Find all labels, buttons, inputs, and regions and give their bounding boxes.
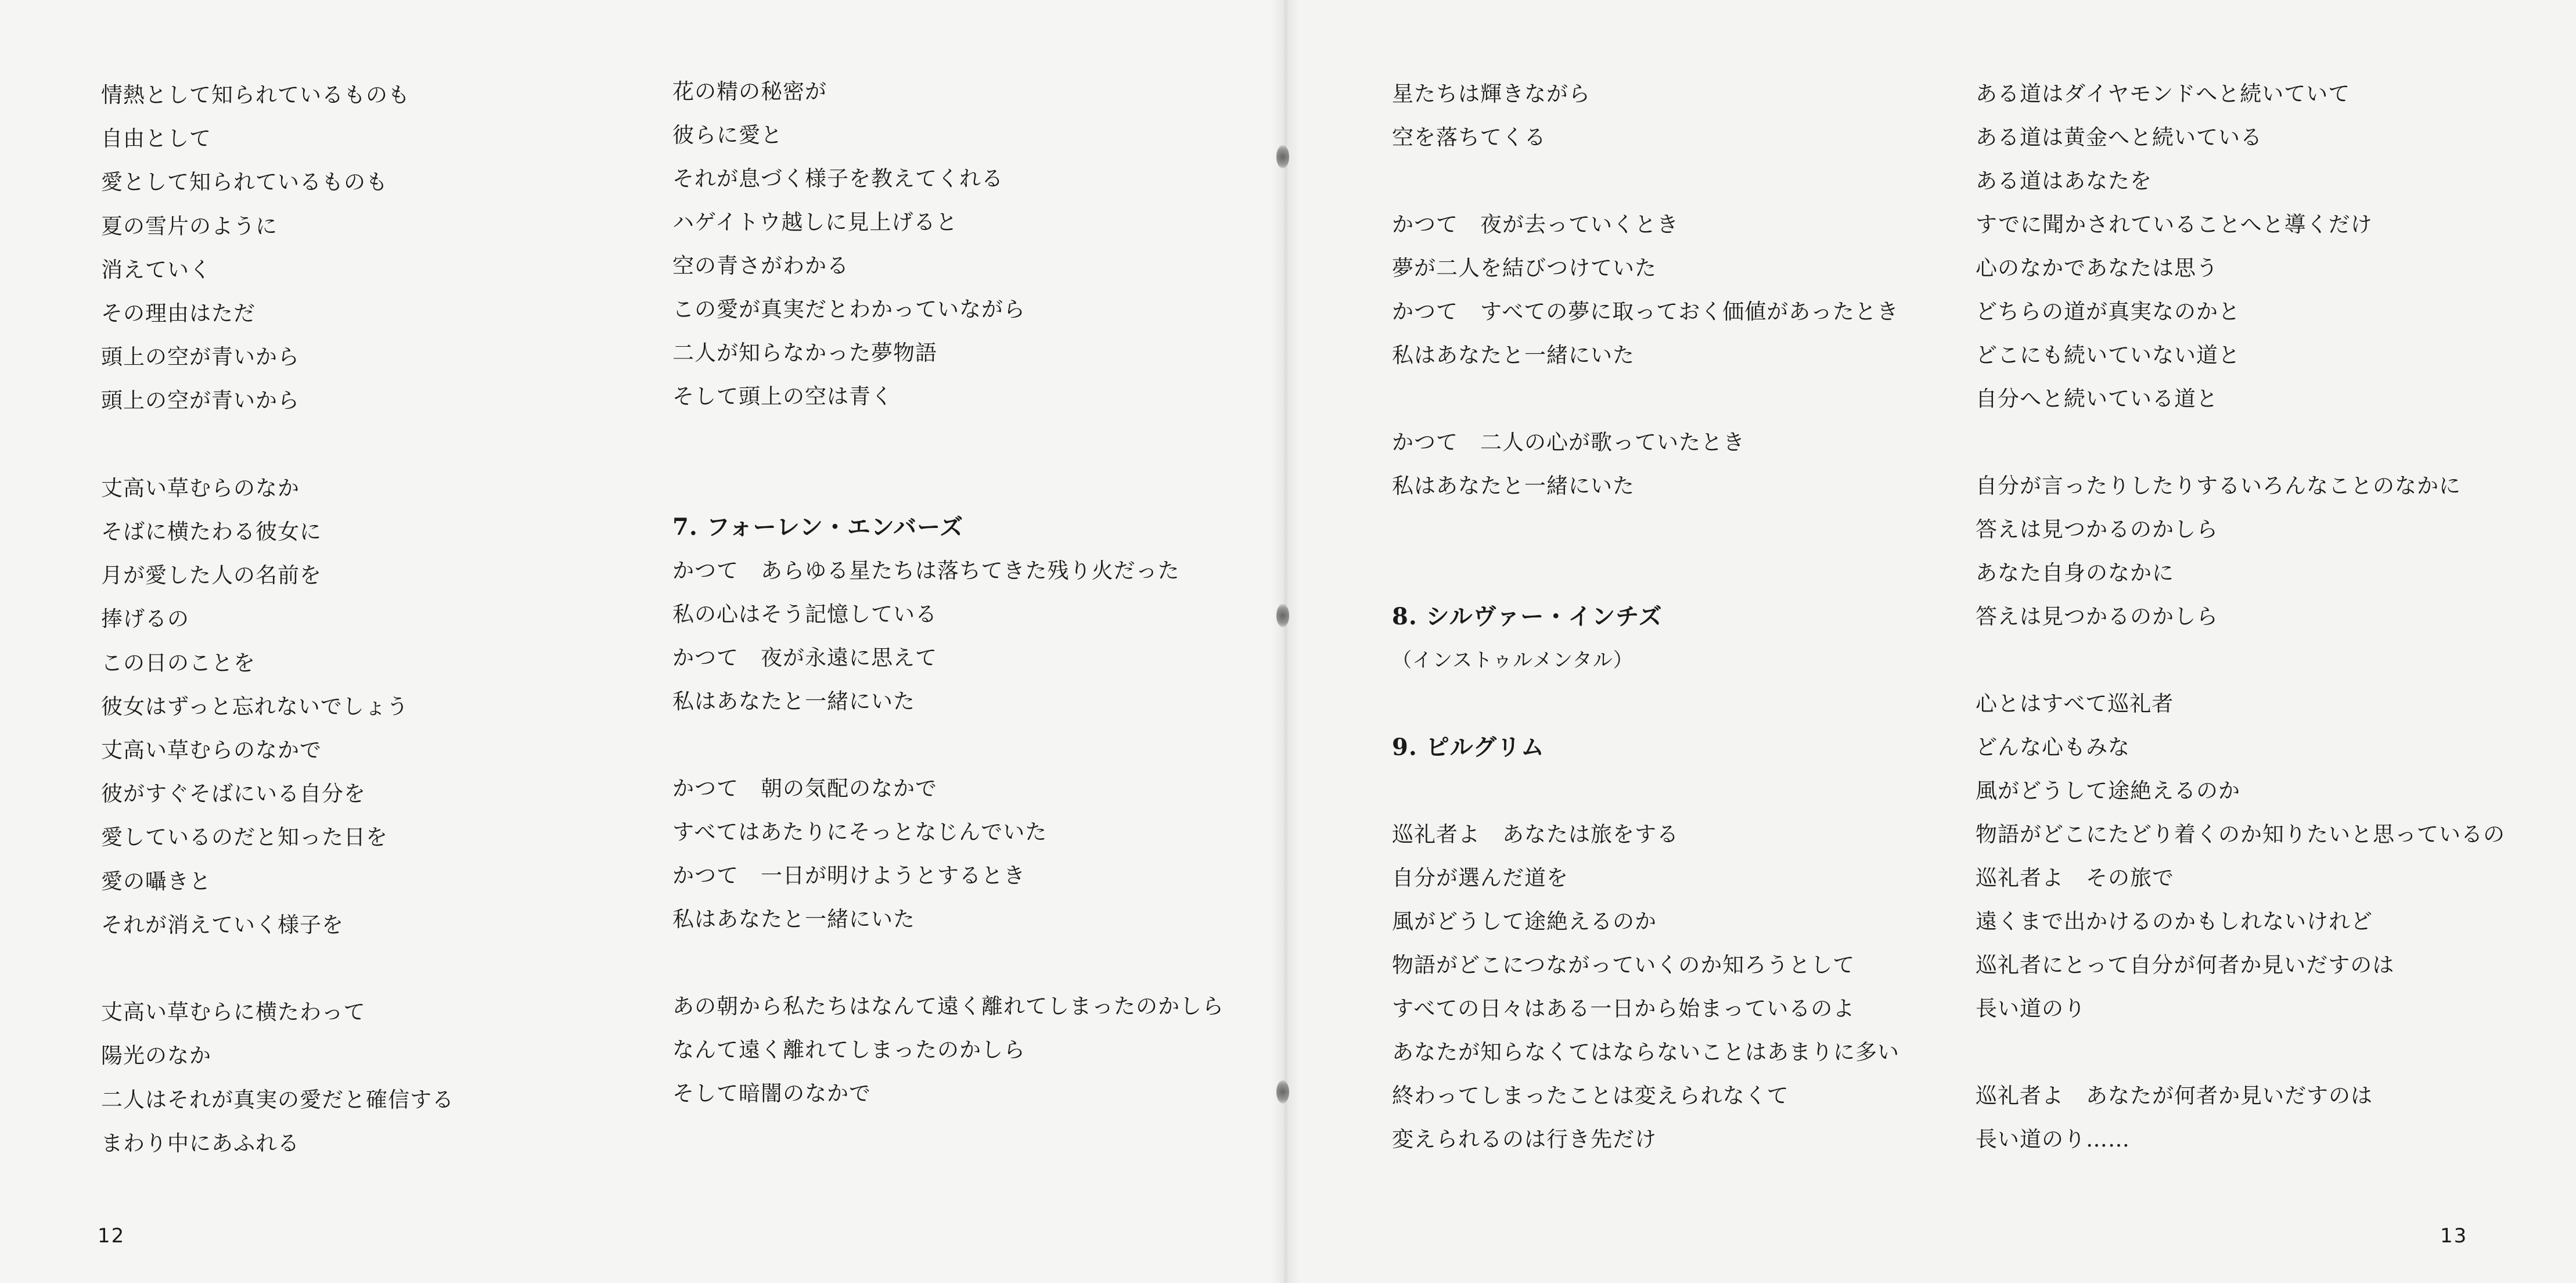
lyric-line: どんな心もみな [1976,735,2130,760]
lyric-line: かつて 朝の気配のなかで [672,776,937,801]
lyric-line: 二人が知らなかった夢物語 [672,340,937,365]
lyric-line: 空の青さがわかる [672,253,849,278]
lyric-line: 私はあなたと一緒にいた [672,689,915,714]
binding-staple [1276,604,1289,627]
binding-staple [1276,145,1289,168]
lyric-line: かつて すべての夢に取っておく価値があったとき [1392,299,1899,324]
lyric-line: 巡礼者にとって自分が何者か見いだすのは [1976,953,2395,977]
lyric-line: 巡礼者よ あなたが何者か見いだすのは [1976,1083,2373,1108]
lyric-line: それが息づく様子を教えてくれる [672,166,1003,191]
lyric-line: あなた自身のなかに [1976,560,2174,585]
lyric-line: すべての日々はある一日から始まっているのよ [1392,996,1855,1021]
lyric-line: あなたが知らなくてはならないことはあまりに多い [1392,1040,1899,1065]
lyric-line: なんて遠く離れてしまったのかしら [672,1037,1026,1062]
lyric-line: 夏の雪片のように [101,213,278,239]
lyric-line: そして暗闇のなかで [672,1081,871,1106]
lyric-line: この日のことを [101,650,256,675]
lyric-line: かつて あらゆる星たちは落ちてきた残り火だった [672,558,1180,583]
lyric-line: 丈高い草むらのなかで [101,738,322,763]
lyric-line: 捧げるの [101,606,189,632]
lyric-line: 遠くまで出かけるのかもしれないけれど [1976,909,2373,934]
lyric-line: かつて 夜が永遠に思えて [672,645,937,670]
lyric-line: 風がどうして途絶えるのか [1392,909,1657,934]
lyric-line: 消えていく [101,257,211,282]
lyric-line: 夢が二人を結びつけていた [1392,256,1657,281]
lyric-line: 自分へと続いている道と [1976,386,2218,411]
lyric-line: 私はあなたと一緒にいた [1392,343,1635,368]
lyric-line: 私はあなたと一緒にいた [1392,473,1635,498]
lyric-line: そして頭上の空は青く [672,384,893,409]
lyric-line: 私の心はそう記憶している [672,602,937,627]
lyric-line: かつて 夜が去っていくとき [1392,212,1679,237]
lyric-line: 自分が選んだ道を [1392,865,1568,890]
lyric-line: どちらの道が真実なのかと [1976,299,2240,324]
song-heading: 7. フォーレン・エンバーズ [672,513,964,541]
page-number-left: 12 [98,1224,125,1248]
lyric-line: 彼がすぐそばにいる自分を [101,781,366,807]
lyric-line: 星たちは輝きながら [1392,81,1591,106]
lyric-line: どこにも続いていない道と [1976,343,2240,368]
right-page [1286,0,2576,1283]
lyric-line: この愛が真実だとわかっていながら [672,297,1026,322]
song-heading: 9. ピルグリム [1392,734,1545,761]
lyric-line: 答えは見つかるのかしら [1976,517,2218,542]
lyric-line: 愛として知られているものも [101,170,388,195]
page-number-right: 13 [2440,1224,2468,1248]
lyric-line: あの朝から私たちはなんて遠く離れてしまったのかしら [672,994,1224,1019]
lyric-line: 自由として [101,126,211,152]
lyric-line: ある道はあなたを [1976,168,2152,193]
song-heading: 8. シルヴァー・インチズ [1392,603,1663,630]
lyric-line: 風がどうして途絶えるのか [1976,778,2240,803]
lyric-line: 私はあなたと一緒にいた [672,907,915,932]
lyric-line: 空を落ちてくる [1392,125,1546,150]
lyric-line: 愛しているのだと知った日を [101,825,388,850]
lyric-line: ある道はダイヤモンドへと続いていて [1976,81,2351,106]
lyric-line: すでに聞かされていることへと導くだけ [1976,212,2373,237]
lyric-line: 二人はそれが真実の愛だと確信する [101,1087,454,1112]
lyric-line: 終わってしまったことは変えられなくて [1392,1083,1789,1108]
lyric-line: かつて 二人の心が歌っていたとき [1392,430,1745,455]
lyric-line: ある道は黄金へと続いている [1976,125,2262,150]
lyric-line: 心のなかであなたは思う [1976,256,2218,281]
lyric-line: まわり中にあふれる [101,1130,300,1156]
binding-staple [1276,1080,1289,1104]
lyric-line: （インストゥルメンタル） [1392,649,1634,672]
lyric-line: ハゲイトウ越しに見上げると [672,210,958,235]
lyric-line: 巡礼者よ あなたは旅をする [1392,822,1679,847]
lyric-line: 自分が言ったりしたりするいろんなことのなかに [1976,473,2461,498]
lyric-line: 長い道のり…… [1976,1127,2130,1152]
lyric-line: 彼らに愛と [672,123,783,148]
lyric-line: 物語がどこにつながっていくのか知ろうとして [1392,953,1855,977]
lyric-line: 頭上の空が青いから [101,344,300,370]
lyric-line: それが消えていく様子を [101,912,344,937]
lyric-line: 頭上の空が青いから [101,388,300,414]
lyric-line: そばに横たわる彼女に [101,519,322,544]
lyric-line: 陽光のなか [101,1043,211,1069]
lyric-line: 長い道のり [1976,996,2086,1021]
lyric-line: 花の精の秘密が [672,79,827,104]
lyric-line: その理由はただ [101,301,256,326]
lyric-line: 巡礼者よ その旅で [1976,865,2174,890]
lyric-line: 彼女はずっと忘れないでしょう [101,693,409,719]
lyric-line: すべてはあたりにそっとなじんでいた [672,820,1048,844]
lyric-line: 丈高い草むらのなか [101,475,300,501]
lyric-line: 答えは見つかるのかしら [1976,604,2218,629]
lyric-line: 心とはすべて巡礼者 [1976,691,2174,716]
lyric-line: 変えられるのは行き先だけ [1392,1127,1657,1152]
lyric-line: かつて 一日が明けようとするとき [672,863,1026,888]
lyric-line: 情熱として知られているものも [101,82,410,107]
left-page [0,0,1286,1283]
lyric-line: 物語がどこにたどり着くのか知りたいと思っているの [1976,822,2505,847]
lyric-line: 丈高い草むらに横たわって [101,1000,366,1025]
lyric-line: 愛の囁きと [101,868,211,894]
lyric-line: 月が愛した人の名前を [101,563,322,588]
